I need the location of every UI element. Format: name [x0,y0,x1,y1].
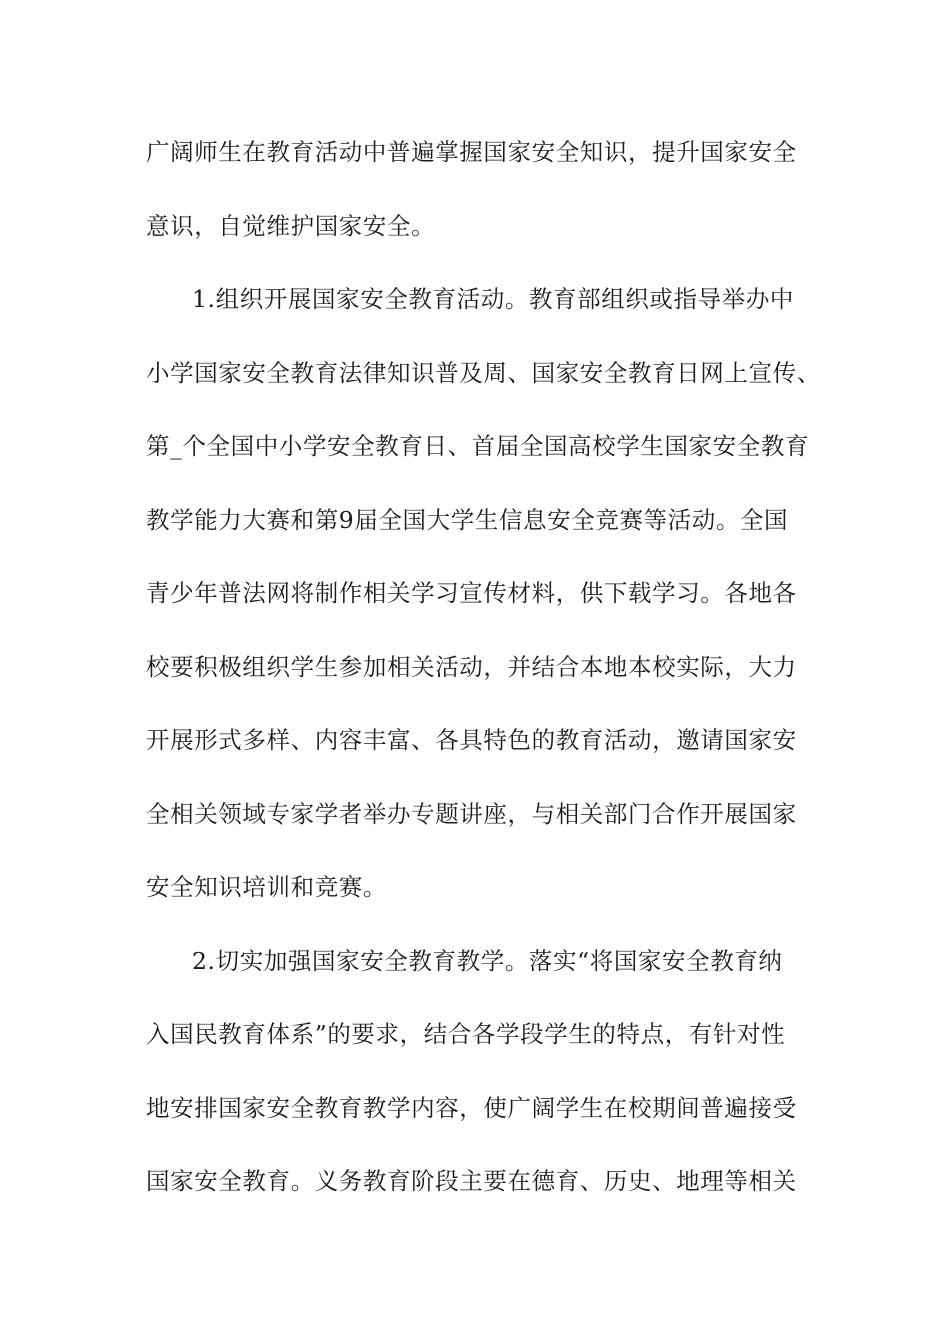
text-line: 2.切实加强国家安全教育教学。落实“将国家安全教育纳 [192,946,783,975]
paragraph-item-2 [146,939,806,1233]
text-line: 青少年普法网将制作相关学习宣传材料，供下载学习。各地各 [146,579,797,607]
text-line: 教学能力大赛和第9届全国大学生信息安全竞赛等活动。全国 [146,505,789,534]
text-line: 小学国家安全教育法律知识普及周、国家安全教育日网上宣传、 [146,358,821,387]
text-line: 开展形式多样、内容丰富、各具特色的教育活动，邀请国家安 [146,726,797,754]
paragraph-intro-continuation [146,130,806,277]
text-line: 意识，自觉维护国家安全。 [146,211,436,240]
text-line: 入国民教育体系”的要求，结合各学段学生的特点，有针对性 [146,1020,786,1048]
text-line: 地安排国家安全教育教学内容，使广阔学生在校期间普遍接受 [146,1093,797,1122]
text-line: 全相关领域专家学者举办专题讲座，与相关部门合作开展国家 [146,799,797,828]
text-line: 广阔师生在教育活动中普遍掌握国家安全知识，提升国家安全 [146,138,797,166]
text-line: 安全知识培训和竞赛。 [146,873,387,901]
text-line: 校要积极组织学生参加相关活动，并结合本地本校实际，大力 [146,652,797,681]
text-line: 国家安全教育。义务教育阶段主要在德育、历史、地理等相关 [146,1167,797,1195]
text-line: 第_个全国中小学安全教育日、首届全国高校学生国家安全教育 [146,432,810,460]
paragraph-item-1 [146,277,821,939]
document-body [146,130,821,1233]
text-line: 1.组织开展国家安全教育活动。教育部组织或指导举办中 [192,285,795,313]
